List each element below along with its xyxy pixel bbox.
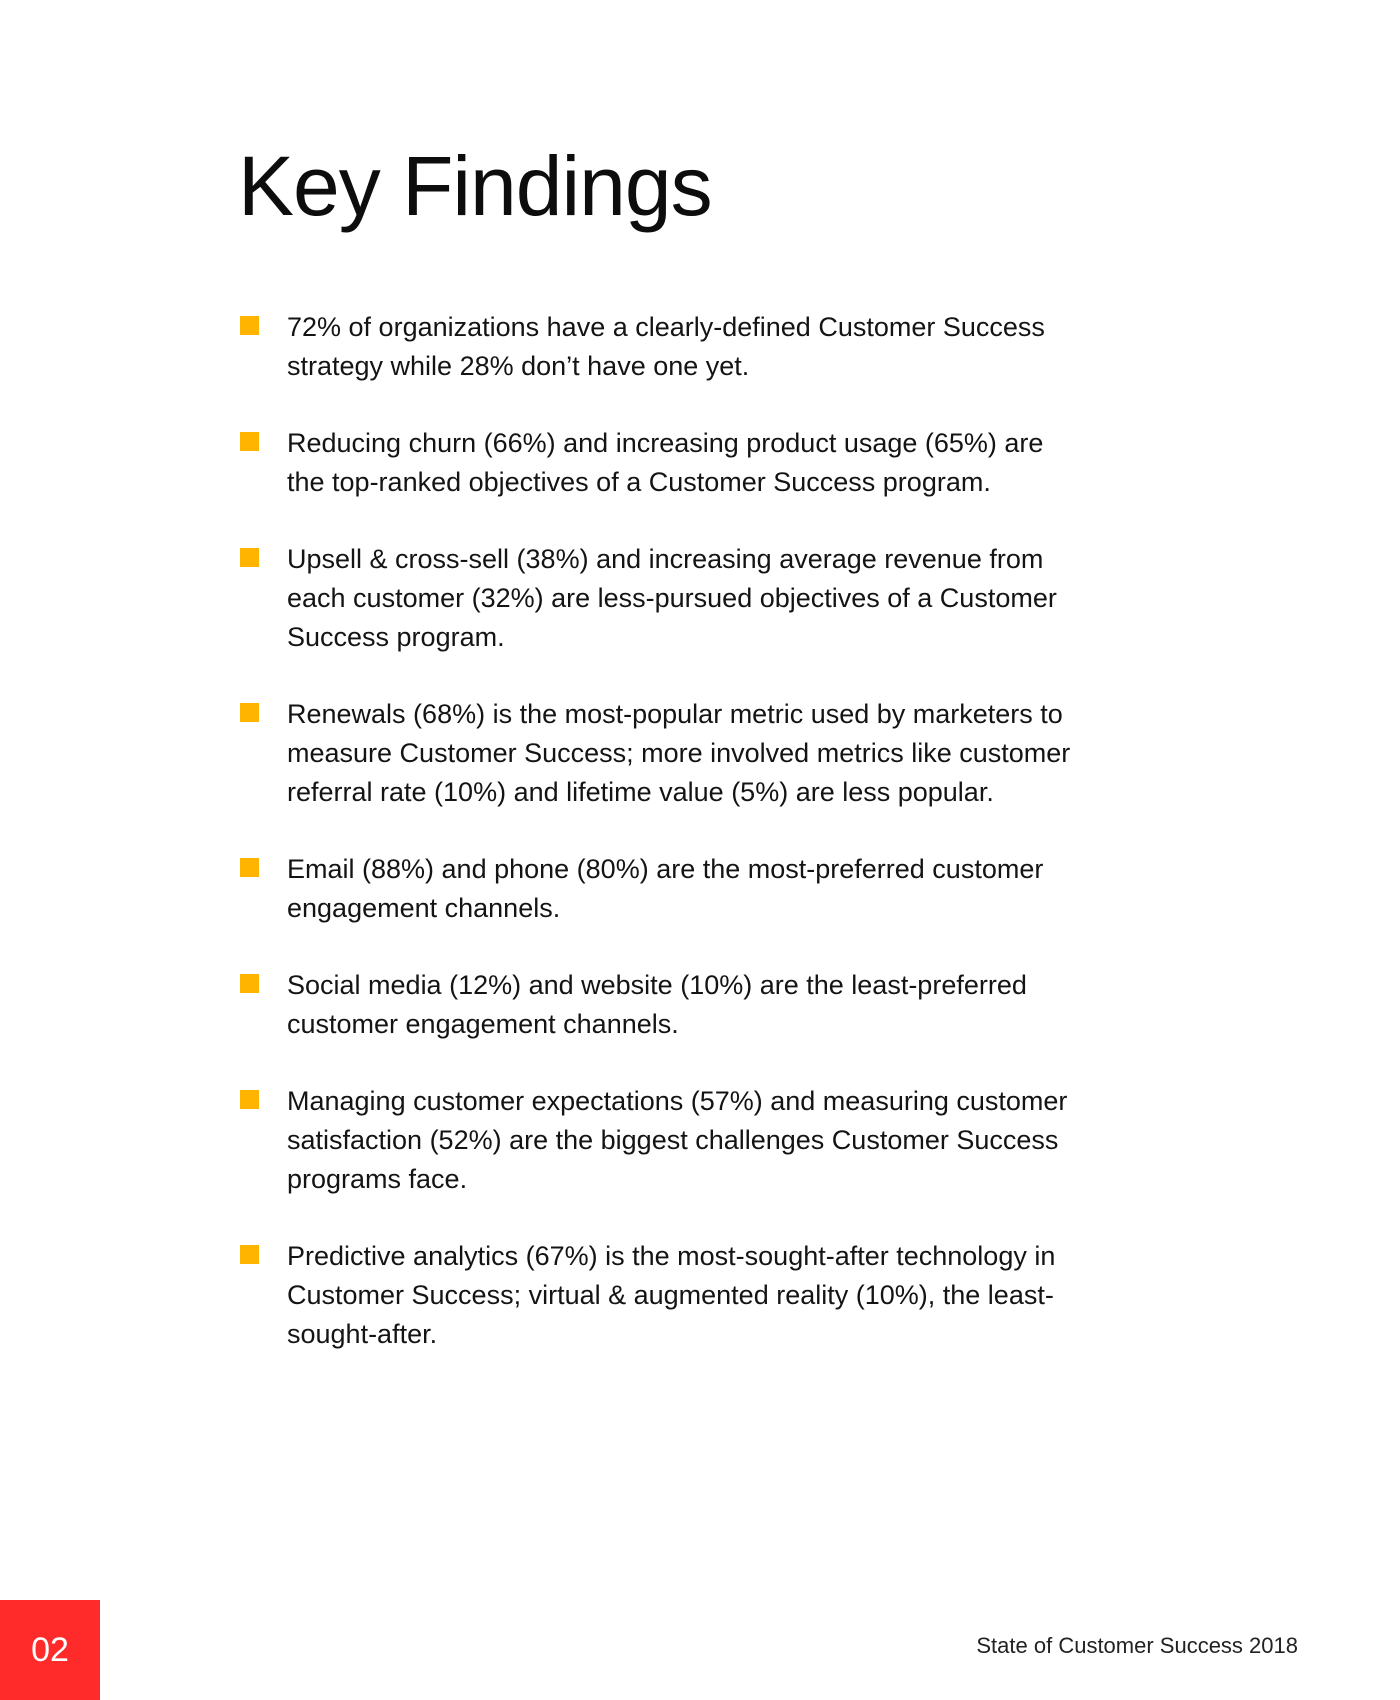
finding-text: Renewals (68%) is the most-popular metric used by marketers to measure Customer Success; more involved metrics like customer referral rate (10%) and lifetime value (5%) are less popular. — [287, 699, 1071, 807]
finding-item — [240, 540, 1080, 657]
finding-item — [240, 966, 1080, 1044]
finding-item — [240, 1082, 1080, 1199]
square-bullet-icon — [240, 974, 259, 993]
key-findings-list — [240, 308, 1080, 1392]
finding-item — [240, 424, 1080, 502]
square-bullet-icon — [240, 1245, 259, 1264]
finding-text: Reducing churn (66%) and increasing product usage (65%) are the top-ranked objectives of a Customer Success program. — [287, 428, 1044, 497]
finding-text: Predictive analytics (67%) is the most-sought-after technology in Customer Success; virtual & augmented reality (10%), the least-sought-after. — [287, 1241, 1056, 1349]
finding-item — [240, 695, 1080, 812]
finding-text: Email (88%) and phone (80%) are the most-preferred customer engagement channels. — [287, 854, 1044, 923]
square-bullet-icon — [240, 548, 259, 567]
square-bullet-icon — [240, 432, 259, 451]
page-number-badge: 02 — [0, 1600, 100, 1700]
square-bullet-icon — [240, 1090, 259, 1109]
finding-item — [240, 850, 1080, 928]
finding-item — [240, 308, 1080, 386]
footer-report-title: State of Customer Success 2018 — [976, 1633, 1298, 1658]
finding-text: 72% of organizations have a clearly-defined Customer Success strategy while 28% don’t have one yet. — [287, 312, 1045, 381]
finding-text: Social media (12%) and website (10%) are the least-preferred customer engagement channels. — [287, 970, 1027, 1039]
finding-text: Managing customer expectations (57%) and measuring customer satisfaction (52%) are the biggest challenges Customer Success programs face. — [287, 1086, 1068, 1194]
square-bullet-icon — [240, 858, 259, 877]
square-bullet-icon — [240, 703, 259, 722]
page-title: Key Findings — [238, 139, 712, 233]
square-bullet-icon — [240, 316, 259, 335]
finding-item — [240, 1237, 1080, 1354]
finding-text: Upsell & cross-sell (38%) and increasing average revenue from each customer (32%) are less-pursued objectives of a Customer Success program. — [287, 544, 1057, 652]
